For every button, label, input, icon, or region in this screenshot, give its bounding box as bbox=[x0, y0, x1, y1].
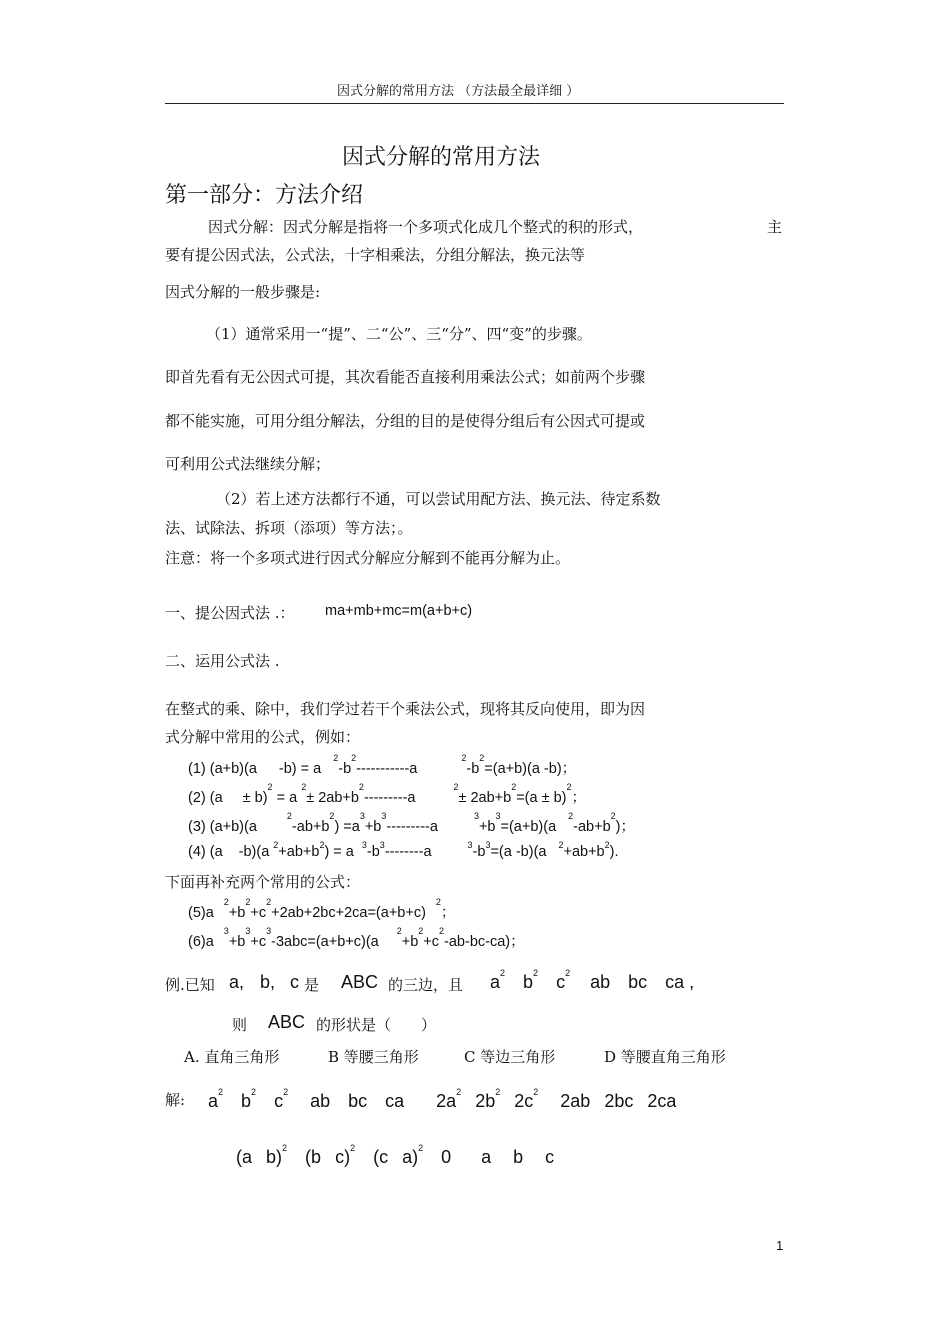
method-2-desc-1: 在整式的乘、除中，我们学过若干个乘法公式，现将其反向使用，即为因 bbox=[165, 700, 646, 718]
document-title: 因式分解的常用方法 bbox=[342, 145, 541, 170]
supplement-line: 下面再补充两个常用的公式： bbox=[165, 873, 361, 891]
part-heading: 第一部分：方法介绍 bbox=[165, 183, 364, 208]
note-line: 注意：将一个多项式进行因式分解应分解到不能再分解为止。 bbox=[165, 549, 571, 567]
method-2-desc-2: 式分解中常用的公式，例如： bbox=[165, 728, 361, 746]
formula-1: (1) (a+b)(a $-b) = a^2-b^2-----------a^2-b^2=(a+b)(a$ -b)； bbox=[188, 753, 577, 777]
example-then: 则 bbox=[232, 1016, 248, 1034]
intro-line-1-end: 主 bbox=[767, 218, 783, 236]
formula-2: (2) $(a \pm b)^2 = a$ $^2\pm 2ab+b^2---------a^2\pm 2ab+b^2=(a \pm b)^2$； bbox=[188, 782, 587, 806]
step-1-line-2: 即首先看有无公因式可提，其次看能否直接利用乘法公式；如前两个步骤 bbox=[165, 368, 646, 386]
formula-3: (3) $(a+b)(a^2-ab+b^2) =a^3+b^3---------a^3+b^3=(a+b)(a^2-ab+b^2)$； bbox=[188, 811, 636, 835]
solution-label: 解: bbox=[165, 1091, 186, 1109]
page-number: 1 bbox=[776, 1238, 784, 1253]
example-prefix: 例.已知 bbox=[165, 976, 215, 994]
example-a: a, bbox=[229, 972, 245, 992]
step-1-line-1: （1）通常采用一“提”、二“公”、三“分”、四“变”的步骤。 bbox=[206, 325, 592, 343]
example-c: c bbox=[290, 972, 299, 992]
example-abc: ABC bbox=[341, 972, 379, 992]
solution-row-2: (a b)$^2$ (b c)$^2$ (c a)$^2$ 0 a b c bbox=[236, 1143, 555, 1167]
example-eq: $a^2$ $b^2$ $c^2$ ab bc ca , bbox=[490, 968, 695, 992]
option-b: B 等腰三角形 bbox=[328, 1048, 419, 1066]
option-a: A. 直角三角形 bbox=[184, 1048, 280, 1066]
intro-line-2: 要有提公因式法，公式法，十字相乘法，分组分解法，换元法等 bbox=[165, 246, 586, 264]
header-rule bbox=[165, 103, 784, 104]
formula-6: $(6)a^3+b^3+c^3-3abc=(a+b+c)(a^2+b^2+c^2-ab-bc-ca)$； bbox=[188, 926, 525, 950]
method-1-formula: ma+mb+mc=m(a+b+c) bbox=[325, 603, 473, 619]
page-header: 因式分解的常用方法 （方法最全最详细 ） bbox=[337, 84, 580, 99]
option-d: D 等腰直角三角形 bbox=[604, 1048, 726, 1066]
intro-line-1: 因式分解：因式分解是指将一个多项式化成几个整式的积的形式， bbox=[208, 218, 644, 236]
method-2-label: 二、运用公式法 . bbox=[165, 652, 280, 670]
example-is: 是 bbox=[304, 976, 320, 994]
formula-5: $(5)a^2+b^2+c^2+2ab+2bc+2ca=(a+b+c)^2$； bbox=[188, 897, 456, 921]
example-b: b, bbox=[260, 972, 276, 992]
example-shape: 的形状是（ ） bbox=[316, 1016, 437, 1034]
solution-row-1: $a^2$ $b^2$ $c^2$ ab bc ca $2a^2$ $2b^2$ $2c^2$ 2ab 2bc 2ca bbox=[208, 1087, 677, 1111]
example-abc-2: ABC bbox=[268, 1012, 306, 1032]
method-1-label: 一、提公因式法 .： bbox=[165, 604, 295, 622]
formula-4: (4) (a -b)(a $^2+ab+b^2) = a$ $^3-b^3--------a$ $^3-b^3=(a$ -b)(a $^2+ab+b^2$). bbox=[188, 840, 619, 860]
step-2-line-1: （2）若上述方法都行不通，可以尝试用配方法、换元法、待定系数 bbox=[216, 490, 661, 508]
example-tri: 的三边，且 bbox=[388, 976, 464, 994]
step-2-line-2: 法、试除法、拆项（添项）等方法；。 bbox=[165, 519, 413, 537]
step-1-line-4: 可利用公式法继续分解； bbox=[165, 455, 331, 473]
step-1-line-3: 都不能实施，可用分组分解法，分组的目的是使得分组后有公因式可提或 bbox=[165, 412, 646, 430]
option-c: C 等边三角形 bbox=[464, 1048, 556, 1066]
steps-heading: 因式分解的一般步骤是: bbox=[165, 283, 321, 301]
